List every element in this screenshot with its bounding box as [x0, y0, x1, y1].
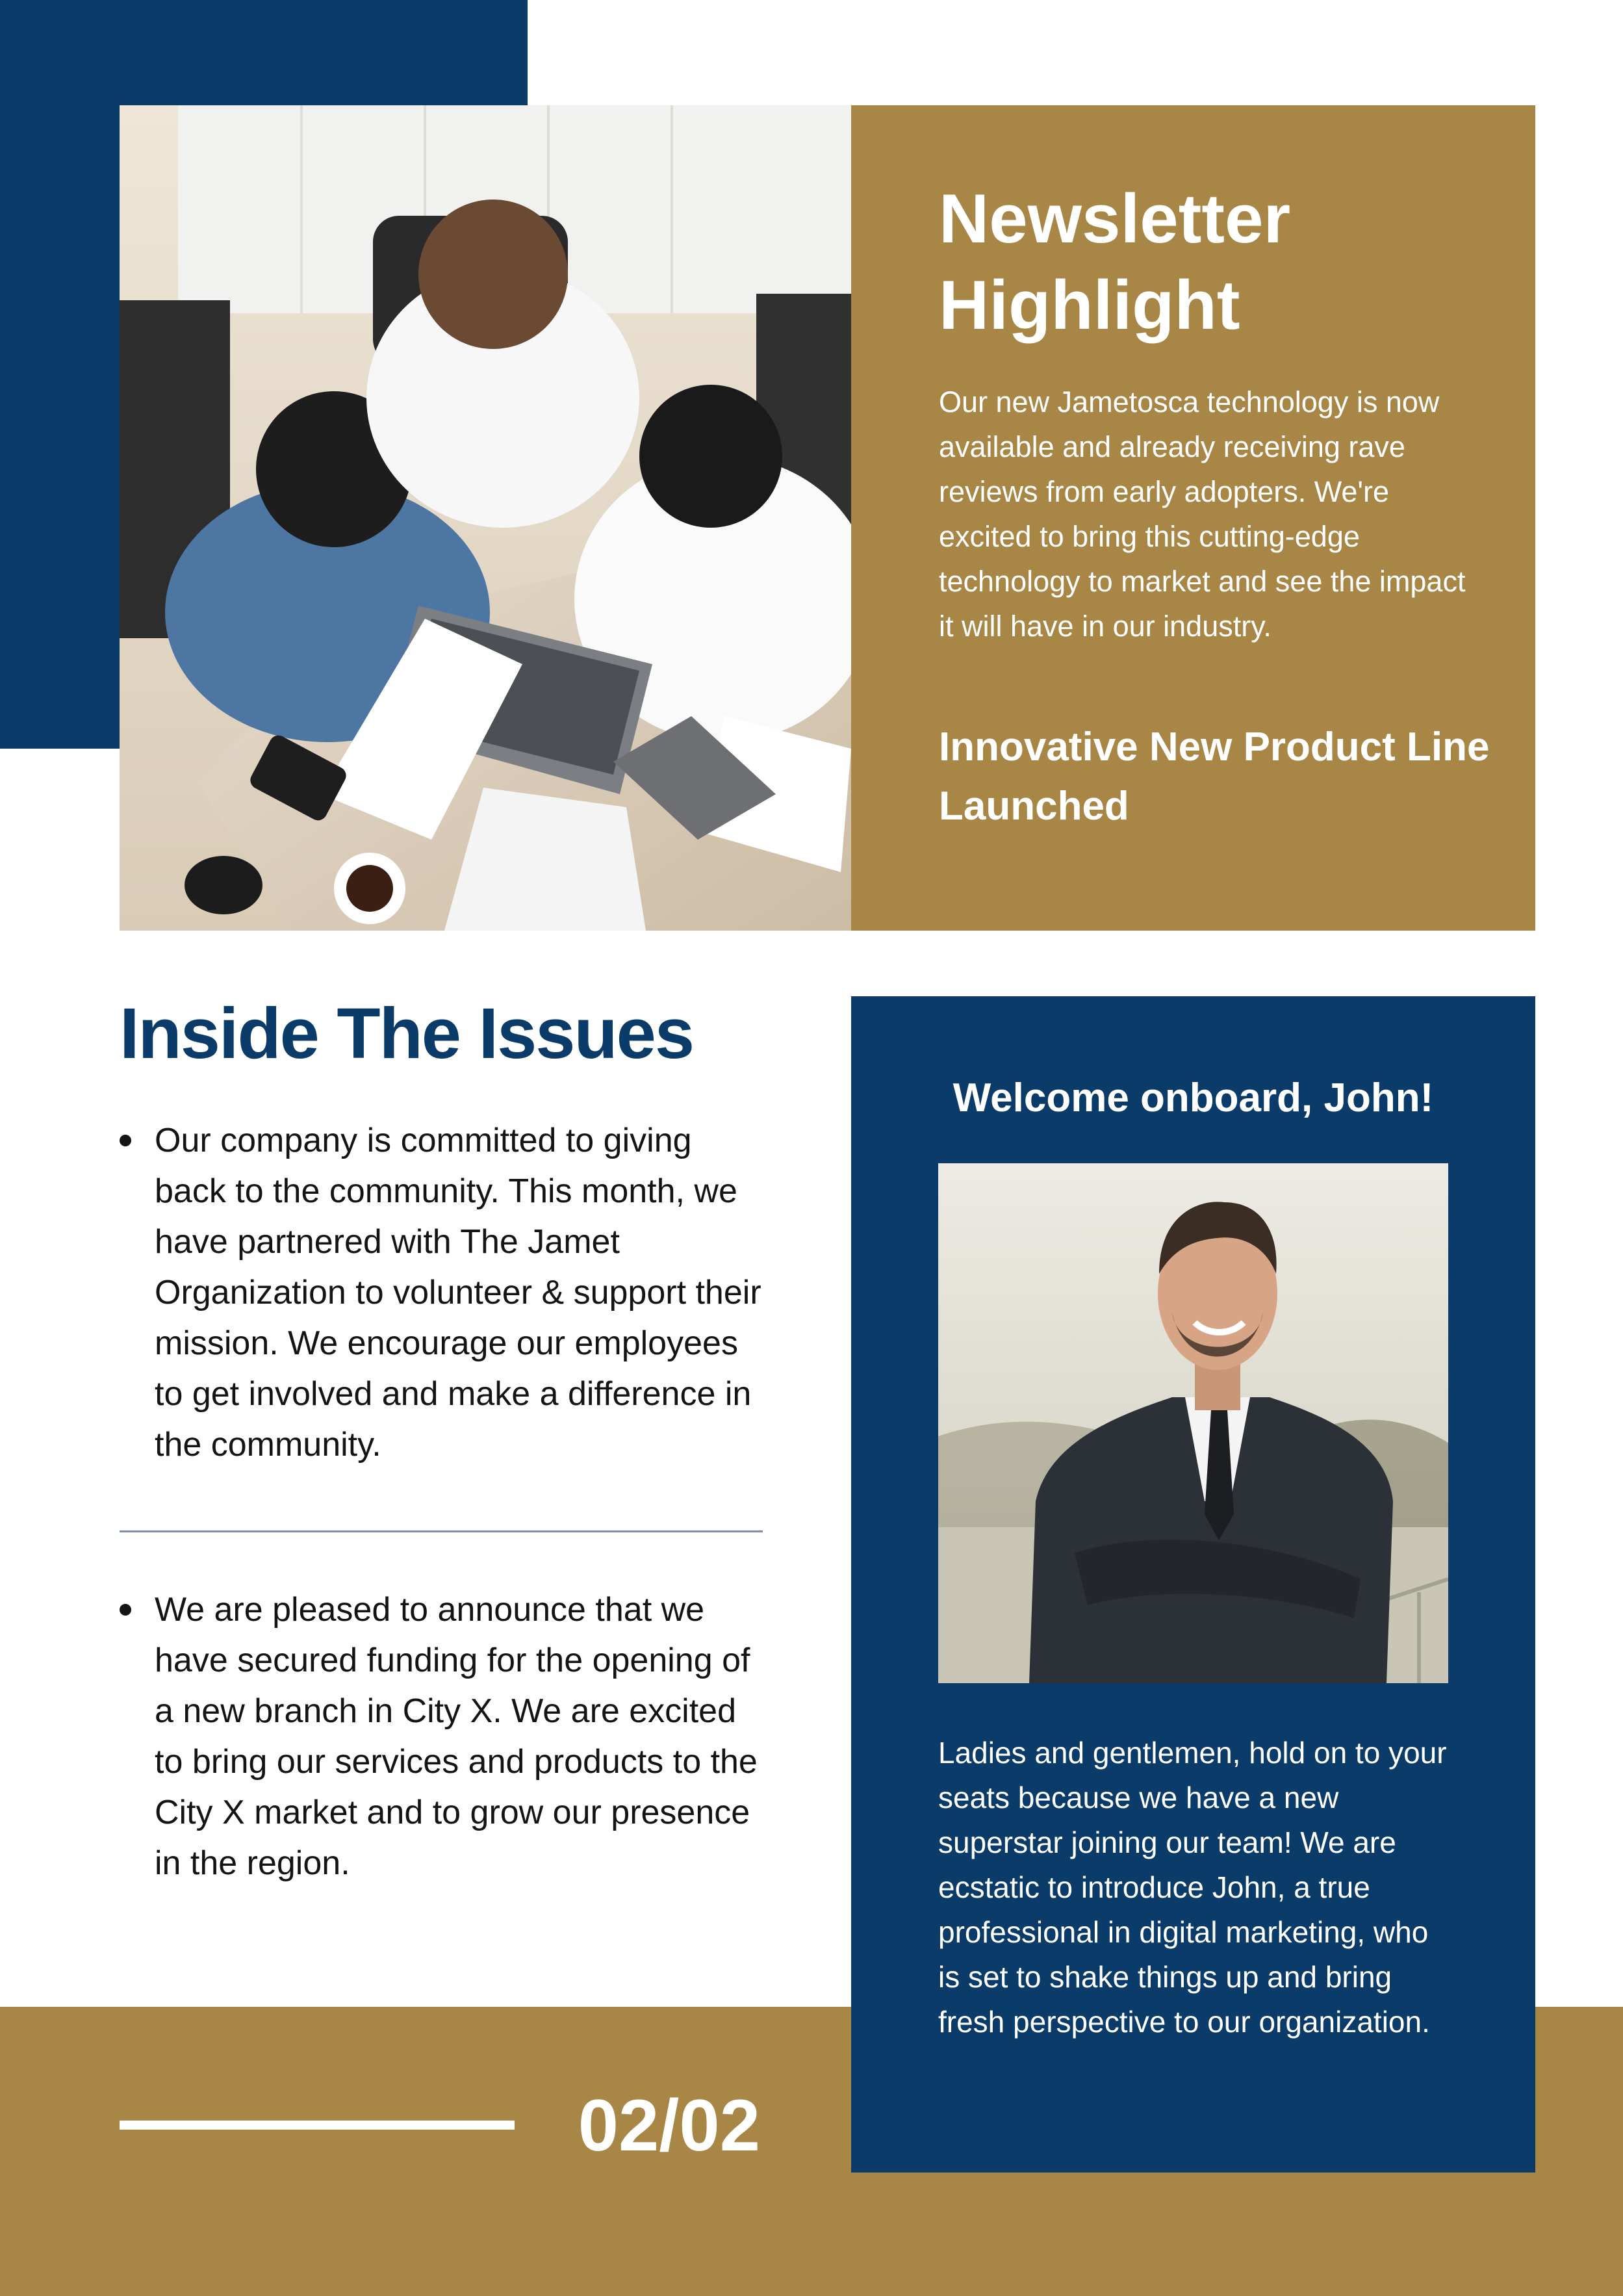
footer-line: [120, 2121, 515, 2130]
highlight-subtitle: Innovative New Product Line Launched: [939, 725, 1490, 829]
divider: [120, 1530, 763, 1532]
bullet-icon: [120, 1135, 131, 1146]
page-number: 02/02: [578, 2085, 760, 2166]
welcome-title: Welcome onboard, John!: [952, 1076, 1434, 1120]
highlight-body: Our new Jametosca technology is now available and already receiving rave reviews from early adopters. We're excited to bring this cutting-edge technology to market and see the impact it will have in our industry.: [939, 385, 1466, 643]
bullet-icon: [120, 1604, 131, 1616]
welcome-panel: [851, 996, 1535, 2173]
issues-title: Inside The Issues: [120, 994, 694, 1074]
john-portrait-photo: [938, 1163, 1448, 1683]
welcome-body: Ladies and gentlemen, hold on to your seats because we have a new superstar joining our team! We are ecstatic to introduce John, a true professional in digital marketing, who is set to shake things up and bring fresh perspective to our organization.: [938, 1736, 1447, 2039]
highlight-panel: [851, 105, 1535, 931]
issue-item: [120, 1115, 769, 1470]
team-meeting-photo: [120, 105, 851, 931]
issue-text: We are pleased to announce that we have secured funding for the opening of a new branch in City X. We are excited to bring our services and products to the City X market and to grow our presence in the region.: [155, 1591, 758, 1882]
issue-text: Our company is committed to giving back to the community. This month, we have partnered with The Jamet Organization to volunteer & support their mission. We encourage our employees to get involved and make a difference in the community.: [155, 1122, 761, 1464]
highlight-title: Newsletter Highlight: [939, 179, 1291, 344]
issue-item: [120, 1584, 769, 1889]
